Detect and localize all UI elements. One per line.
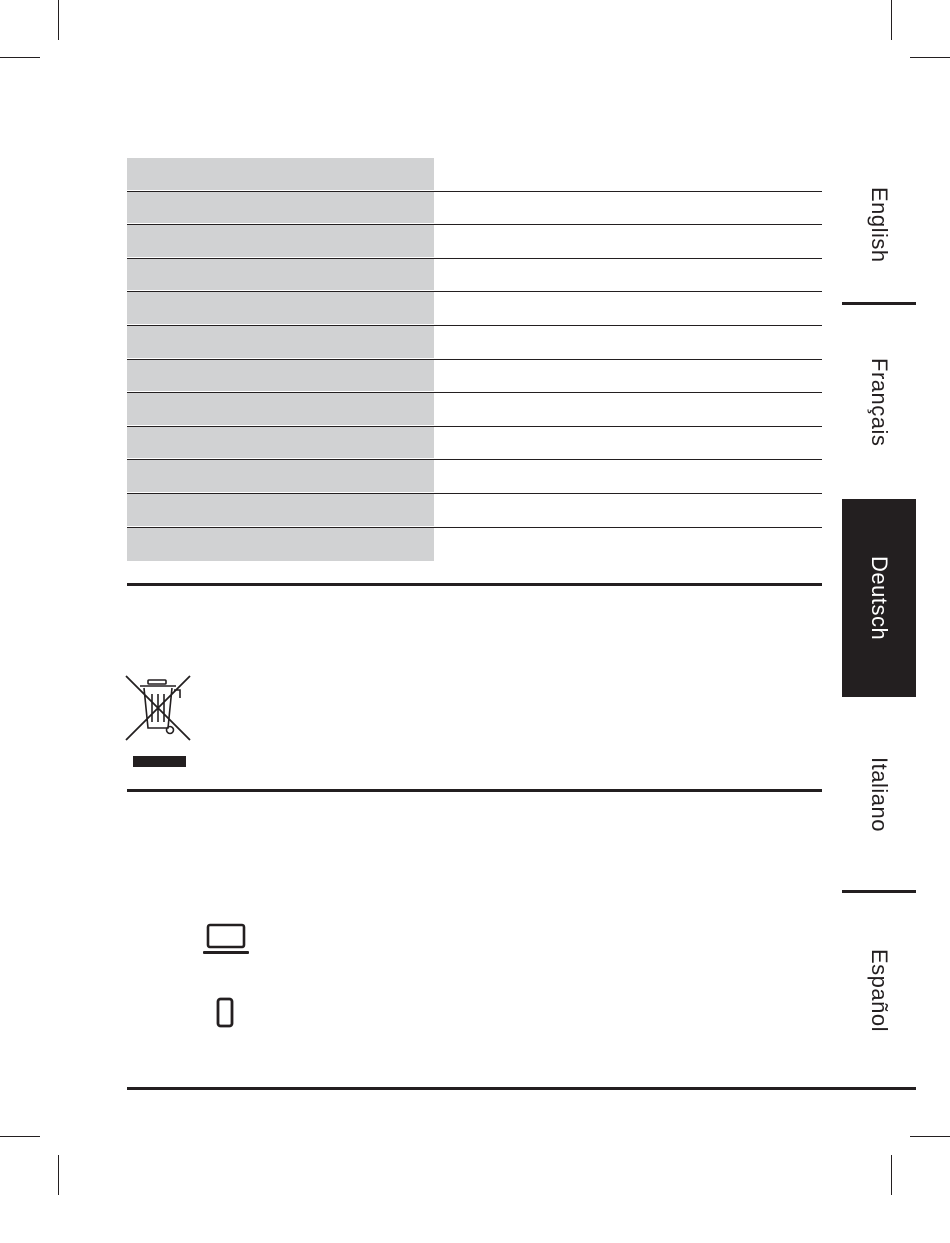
tab-label: Italiano [867, 756, 892, 832]
crop-mark [0, 1136, 40, 1137]
table-row [127, 393, 822, 427]
spec-value-cell [434, 225, 822, 258]
table-row [127, 192, 822, 226]
spec-label-cell [127, 225, 434, 258]
spec-value-cell [434, 494, 822, 527]
spec-label-cell [127, 158, 434, 191]
table-row [127, 292, 822, 326]
table-row [127, 460, 822, 494]
table-row [127, 259, 822, 293]
crop-mark [910, 57, 950, 58]
spec-label-cell [127, 292, 434, 325]
spec-value-cell [434, 528, 822, 562]
tab-english[interactable] [842, 150, 916, 300]
spec-value-cell [434, 393, 822, 426]
table-row [127, 326, 822, 360]
table-row [127, 528, 822, 562]
spec-label-cell [127, 360, 434, 393]
table-row [127, 158, 822, 192]
spec-label-cell [127, 528, 434, 562]
tab-italiano[interactable] [842, 700, 916, 888]
spec-value-cell [434, 192, 822, 225]
spec-value-cell [434, 427, 822, 460]
tab-label: Español [867, 949, 892, 1033]
table-row [127, 427, 822, 461]
spec-value-cell [434, 460, 822, 493]
spec-value-cell [434, 326, 822, 359]
spec-value-cell [434, 259, 822, 292]
crop-mark [58, 1155, 59, 1195]
spec-label-cell [127, 460, 434, 493]
smartphone-icon [216, 997, 234, 1028]
table-row [127, 360, 822, 394]
crop-mark [58, 0, 59, 40]
spec-value-cell [434, 158, 822, 191]
laptop-icon [203, 922, 249, 956]
table-row [127, 494, 822, 528]
spec-value-cell [434, 360, 822, 393]
tab-francais[interactable] [842, 308, 916, 496]
section-divider [127, 789, 822, 792]
crop-mark [0, 57, 40, 58]
tab-espanol[interactable] [842, 896, 916, 1086]
bottom-divider [127, 1087, 916, 1090]
tab-divider [842, 890, 916, 893]
section-divider [127, 583, 822, 586]
spec-label-cell [127, 326, 434, 359]
tab-divider [842, 302, 916, 305]
spec-label-cell [127, 427, 434, 460]
spec-label-cell [127, 393, 434, 426]
crop-mark [910, 1136, 950, 1137]
spec-label-cell [127, 192, 434, 225]
tab-label: English [867, 187, 892, 263]
table-row [127, 225, 822, 259]
tab-deutsch[interactable] [842, 499, 916, 697]
crossed-out-wheelie-bin-icon [124, 672, 192, 770]
spec-label-cell [127, 259, 434, 292]
crop-mark [891, 1155, 892, 1195]
spec-label-cell [127, 494, 434, 527]
spec-table [127, 158, 822, 561]
crop-mark [891, 0, 892, 40]
spec-value-cell [434, 292, 822, 325]
tab-label: Français [867, 357, 892, 447]
tab-label: Deutsch [867, 555, 892, 641]
